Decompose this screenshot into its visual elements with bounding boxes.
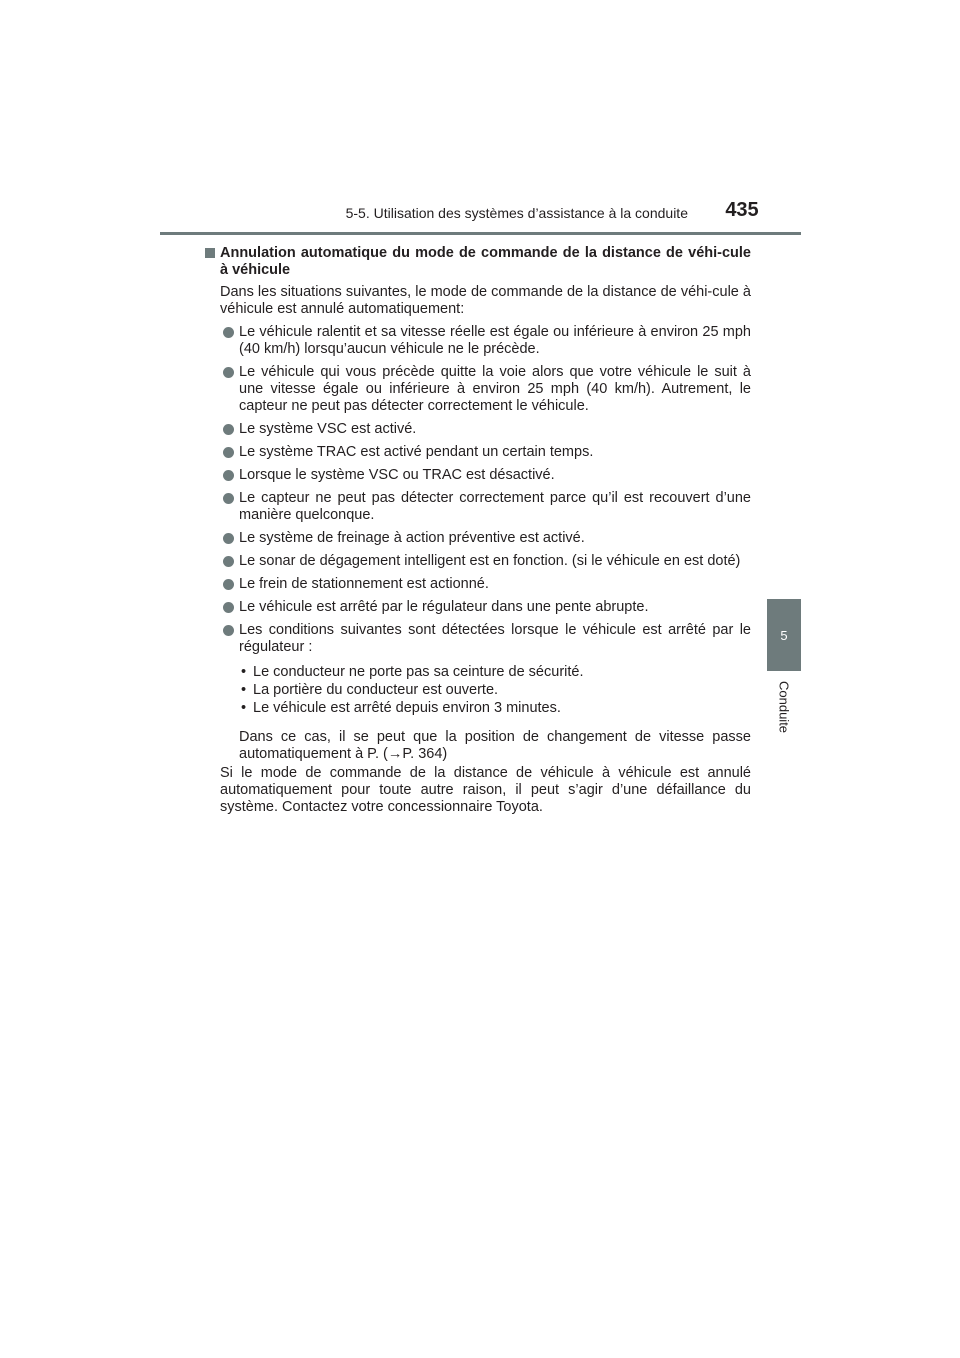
sub-condition-list [239,664,751,717]
list-item [200,553,751,570]
list-item [200,490,751,524]
circle-bullet-icon [223,367,234,378]
running-header: 5-5. Utilisation des systèmes d’assistance à la conduite [345,205,688,221]
list-item [200,324,751,358]
chapter-number: 5 [780,627,788,643]
sub-list-item-text: Le véhicule est arrêté depuis environ 3 minutes. [253,700,561,716]
condition-list [200,324,751,717]
list-item [200,467,751,484]
closing-paragraph: Si le mode de commande de la distance de véhicule à véhicule est annulé automatiquement pour toute autre raison, il peut s’agir d’une défaillance du système. Contactez votre concessionnaire Toyota. [220,765,751,815]
list-item-text: Le sonar de dégagement intelligent est en fonction. (si le véhicule en est doté) [239,553,741,569]
circle-bullet-icon [223,533,234,544]
list-item-text: Le frein de stationnement est actionné. [239,576,489,592]
sub-list-item [239,682,751,699]
list-item [200,364,751,415]
list-item-text: Le système TRAC est activé pendant un certain temps. [239,444,594,460]
list-item-text: Le véhicule qui vous précède quitte la voie alors que votre véhicule le suit à une vitesse égale ou inférieure à environ 25 mph (40 km/h). Autrement, le capteur ne peut pas détecter correctement le véhicule. [239,364,751,414]
list-item [200,599,751,616]
circle-bullet-icon [223,447,234,458]
intro-paragraph: Dans les situations suivantes, le mode de commande de la distance de véhi-cule à véhicule est annulé automatiquement: [220,284,751,317]
list-item-text: Le système de freinage à action préventive est activé. [239,530,585,546]
circle-bullet-icon [223,327,234,338]
square-bullet-icon [205,248,215,258]
list-item-text: Le système VSC est activé. [239,421,417,437]
dot-bullet-icon: • [241,682,247,698]
list-item [200,530,751,547]
list-item-text: Le véhicule ralentit et sa vitesse réelle est égale ou inférieure à environ 25 mph (40 km/h) lorsqu’aucun véhicule ne le précède. [239,324,751,357]
circle-bullet-icon [223,579,234,590]
circle-bullet-icon [223,625,234,636]
list-item [200,622,751,717]
circle-bullet-icon [223,493,234,504]
section-heading-text: Annulation automatique du mode de commande de la distance de véhi-cule à véhicule [220,245,751,278]
page-number: 435 [725,199,759,221]
list-item-text: Le véhicule est arrêté par le régulateur dans une pente abrupte. [239,599,649,615]
circle-bullet-icon [223,602,234,613]
list-item-text: Le capteur ne peut pas détecter correctement parce qu’il est recouvert d’une manière quelconque. [239,490,751,523]
sub-list-item-text: La portière du conducteur est ouverte. [253,682,499,698]
dot-bullet-icon: • [241,664,247,680]
chapter-tab [767,599,801,671]
list-item-text: Les conditions suivantes sont détectées lorsque le véhicule est arrêté par le régulateur : [239,622,751,655]
sub-list-item-text: Le conducteur ne porte pas sa ceinture de sécurité. [253,664,584,680]
list-item [200,576,751,593]
sub-list-item [239,700,751,717]
circle-bullet-icon [223,470,234,481]
circle-bullet-icon [223,424,234,435]
list-item-text: Lorsque le système VSC ou TRAC est désactivé. [239,467,555,483]
sub-list-item [239,664,751,681]
header-rule [160,232,801,235]
dot-bullet-icon: • [241,700,247,716]
chapter-label [771,681,797,761]
list-item [200,421,751,438]
chapter-title: Conduite [776,681,792,734]
page-content [200,245,751,816]
list-item [200,444,751,461]
circle-bullet-icon [223,556,234,567]
note-paragraph: Dans ce cas, il se peut que la position de changement de vitesse passe automatiquement à P. (→P. 364) [239,729,751,762]
section-heading [200,245,751,279]
